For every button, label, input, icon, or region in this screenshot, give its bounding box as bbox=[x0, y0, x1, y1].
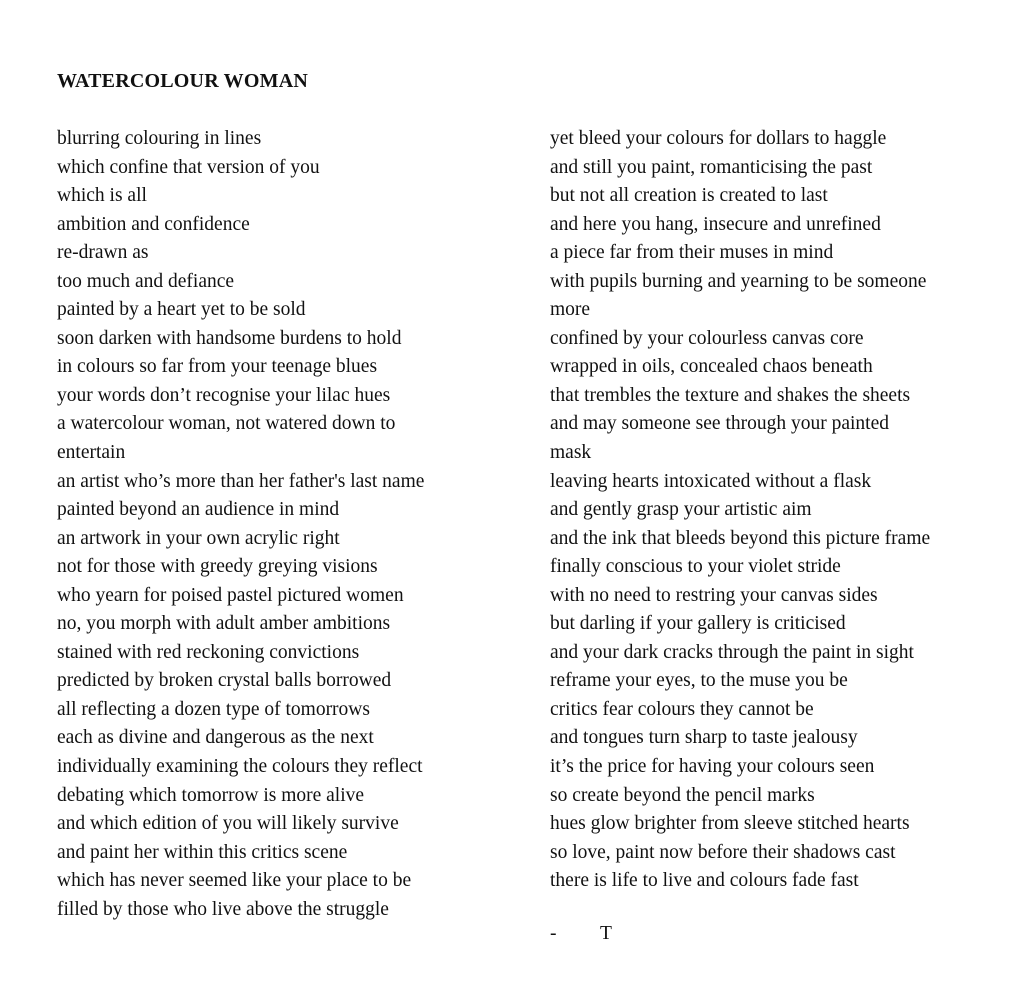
poem-line: which has never seemed like your place to be bbox=[57, 870, 412, 892]
poem-line: who yearn for poised pastel pictured women bbox=[57, 584, 404, 606]
poem-right-column bbox=[550, 125, 990, 896]
poem-line: and tongues turn sharp to taste jealousy bbox=[550, 727, 858, 749]
poem-signature: - T bbox=[550, 923, 612, 944]
poem-line: more bbox=[550, 299, 591, 321]
poem-left-column bbox=[57, 125, 497, 924]
poem-line: an artist who’s more than her father's last name bbox=[57, 470, 425, 492]
poem-line: filled by those who live above the struggle bbox=[57, 898, 389, 920]
poem-line: leaving hearts intoxicated without a flask bbox=[550, 470, 872, 492]
poem-line: and still you paint, romanticising the past bbox=[550, 156, 873, 178]
poem-line: but darling if your gallery is criticised bbox=[550, 613, 846, 635]
poem-line: hues glow brighter from sleeve stitched hearts bbox=[550, 813, 910, 835]
poem-line: critics fear colours they cannot be bbox=[550, 698, 814, 720]
poem-line: an artwork in your own acrylic right bbox=[57, 527, 340, 549]
poem-line: re-drawn as bbox=[57, 242, 149, 264]
poem-line: predicted by broken crystal balls borrowed bbox=[57, 670, 392, 692]
poem-line: individually examining the colours they reflect bbox=[57, 756, 423, 778]
poem-line: confined by your colourless canvas core bbox=[550, 327, 864, 349]
poem-line: ambition and confidence bbox=[57, 213, 250, 235]
poem-line: your words don’t recognise your lilac hues bbox=[57, 384, 391, 406]
poem-line: it’s the price for having your colours seen bbox=[550, 756, 875, 778]
poem-line: and may someone see through your painted bbox=[550, 413, 889, 435]
poem-line: too much and defiance bbox=[57, 270, 235, 292]
poem-line: in colours so far from your teenage blues bbox=[57, 356, 378, 378]
poem-line: there is life to live and colours fade fast bbox=[550, 870, 859, 892]
poem-line: a watercolour woman, not watered down to bbox=[57, 413, 396, 435]
poem-line: that trembles the texture and shakes the sheets bbox=[550, 384, 911, 406]
poem-line: painted by a heart yet to be sold bbox=[57, 299, 306, 321]
poem-line: yet bleed your colours for dollars to haggle bbox=[550, 128, 887, 149]
poem-line: which confine that version of you bbox=[57, 156, 320, 178]
poem-line: with pupils burning and yearning to be someone bbox=[550, 270, 927, 292]
poem-line: and the ink that bleeds beyond this picture frame bbox=[550, 527, 931, 549]
poem-line: which is all bbox=[57, 185, 147, 207]
poem-line: and here you hang, insecure and unrefined bbox=[550, 213, 881, 235]
poem-line: debating which tomorrow is more alive bbox=[57, 784, 365, 806]
poem-line: mask bbox=[550, 442, 592, 464]
poem-line: and gently grasp your artistic aim bbox=[550, 499, 812, 521]
poem-line: entertain bbox=[57, 442, 126, 464]
poem-line: reframe your eyes, to the muse you be bbox=[550, 670, 848, 692]
poem-line: and which edition of you will likely survive bbox=[57, 813, 399, 835]
poem-line: soon darken with handsome burdens to hold bbox=[57, 327, 402, 349]
poem-line: finally conscious to your violet stride bbox=[550, 556, 841, 578]
poem-line: but not all creation is created to last bbox=[550, 185, 828, 207]
poem-line: all reflecting a dozen type of tomorrows bbox=[57, 698, 370, 720]
poem-line: with no need to restring your canvas sides bbox=[550, 584, 878, 606]
poem-line: wrapped in oils, concealed chaos beneath bbox=[550, 356, 873, 378]
poem-line: so love, paint now before their shadows cast bbox=[550, 841, 896, 863]
poem-line: and paint her within this critics scene bbox=[57, 841, 348, 863]
poem-title: WATERCOLOUR WOMAN bbox=[57, 70, 309, 92]
poem-line: not for those with greedy greying visions bbox=[57, 556, 378, 578]
poem-line: each as divine and dangerous as the next bbox=[57, 727, 374, 749]
poem-line: no, you morph with adult amber ambitions bbox=[57, 613, 391, 635]
poem-line: painted beyond an audience in mind bbox=[57, 499, 340, 521]
poem-line: so create beyond the pencil marks bbox=[550, 784, 815, 806]
poem-line: stained with red reckoning convictions bbox=[57, 641, 360, 663]
poem-line: a piece far from their muses in mind bbox=[550, 242, 834, 264]
poem-line: blurring colouring in lines bbox=[57, 128, 262, 149]
poem-line: and your dark cracks through the paint in sight bbox=[550, 641, 914, 663]
